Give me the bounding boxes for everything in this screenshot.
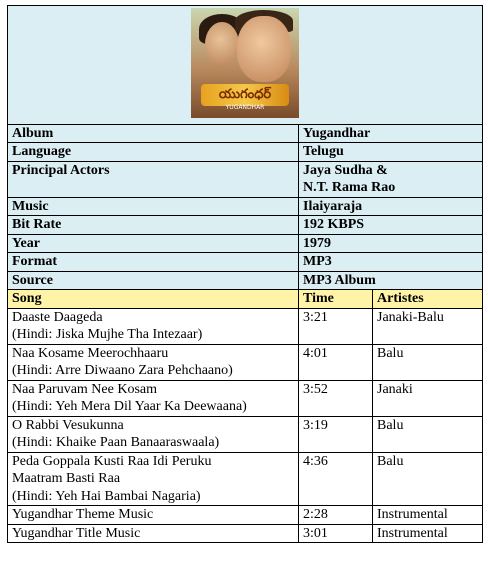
info-row — [8, 271, 483, 290]
info-value: Jaya Sudha & N.T. Rama Rao — [299, 161, 483, 197]
cover-cell — [8, 6, 483, 125]
cover-caption: YUGANDHAR — [225, 103, 265, 111]
song-time: 3:01 — [299, 524, 373, 543]
song-time: 4:01 — [299, 344, 373, 380]
info-label: Year — [8, 234, 299, 253]
album-sheet — [7, 5, 482, 543]
info-value: 192 KBPS — [299, 216, 483, 235]
song-row — [8, 416, 483, 452]
info-value: 1979 — [299, 234, 483, 253]
header-song: Song — [8, 290, 299, 309]
info-label: Album — [8, 124, 299, 143]
songs-header-row — [8, 290, 483, 309]
song-title: Naa Kosame Meerochhaaru (Hindi: Arre Diwaano Zara Pehchaano) — [8, 344, 299, 380]
info-label: Format — [8, 253, 299, 272]
song-artistes: Janaki — [373, 380, 483, 416]
info-row — [8, 234, 483, 253]
info-value: Ilaiyaraja — [299, 197, 483, 216]
song-row — [8, 506, 483, 525]
info-value: MP3 — [299, 253, 483, 272]
song-row — [8, 524, 483, 543]
song-artistes: Janaki-Balu — [373, 308, 483, 344]
info-label: Music — [8, 197, 299, 216]
song-title: Yugandhar Title Music — [8, 524, 299, 543]
song-row — [8, 344, 483, 380]
song-artistes: Instrumental — [373, 524, 483, 543]
info-value: Telugu — [299, 143, 483, 162]
info-label: Language — [8, 143, 299, 162]
info-row — [8, 161, 483, 197]
song-title: Yugandhar Theme Music — [8, 506, 299, 525]
header-time: Time — [299, 290, 373, 309]
song-title: Daaste Daageda (Hindi: Jiska Mujhe Tha Intezaar) — [8, 308, 299, 344]
song-time: 4:36 — [299, 452, 373, 506]
song-row — [8, 452, 483, 506]
song-title: O Rabbi Vesukunna (Hindi: Khaike Paan Banaaraswaala) — [8, 416, 299, 452]
info-label: Bit Rate — [8, 216, 299, 235]
info-row — [8, 197, 483, 216]
song-artistes: Instrumental — [373, 506, 483, 525]
song-row — [8, 380, 483, 416]
info-row — [8, 253, 483, 272]
info-value: Yugandhar — [299, 124, 483, 143]
song-time: 3:21 — [299, 308, 373, 344]
info-label: Source — [8, 271, 299, 290]
cover-title-logo: యుగంధర్ — [201, 84, 289, 106]
info-value: MP3 Album — [299, 271, 483, 290]
cover-row — [8, 6, 483, 125]
song-time: 3:19 — [299, 416, 373, 452]
info-row — [8, 124, 483, 143]
cover-art-shape — [237, 16, 291, 82]
album-table — [7, 5, 483, 543]
song-artistes: Balu — [373, 416, 483, 452]
song-time: 3:52 — [299, 380, 373, 416]
album-cover-image — [191, 8, 299, 118]
info-row — [8, 216, 483, 235]
song-artistes: Balu — [373, 344, 483, 380]
song-title: Peda Goppala Kusti Raa Idi Peruku Maatram Basti Raa (Hindi: Yeh Hai Bambai Nagaria) — [8, 452, 299, 506]
song-row — [8, 308, 483, 344]
song-artistes: Balu — [373, 452, 483, 506]
header-artistes: Artistes — [373, 290, 483, 309]
cover-art-shape — [205, 22, 239, 66]
song-time: 2:28 — [299, 506, 373, 525]
song-title: Naa Paruvam Nee Kosam (Hindi: Yeh Mera Dil Yaar Ka Deewaana) — [8, 380, 299, 416]
info-label: Principal Actors — [8, 161, 299, 197]
info-row — [8, 143, 483, 162]
